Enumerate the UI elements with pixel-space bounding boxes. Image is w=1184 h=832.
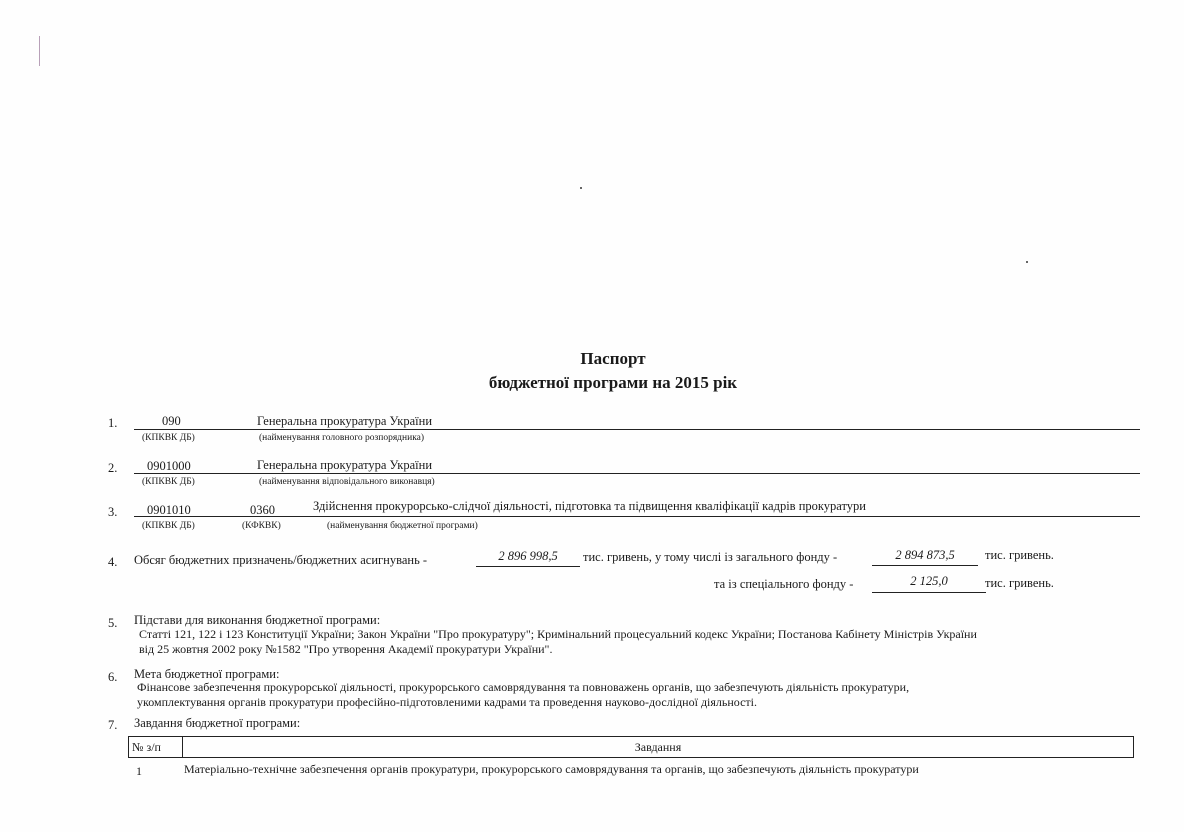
goal-label: Мета бюджетної програми: [134, 667, 280, 681]
kpkvk-code: 090 [162, 414, 181, 428]
item-number: 2. [108, 461, 118, 475]
caption-program: (найменування бюджетної програми) [327, 521, 478, 531]
page-subtitle: бюджетної програми на 2015 рік [488, 373, 738, 392]
kfkvk-code: 0360 [250, 503, 275, 517]
item-number: 7. [108, 718, 118, 732]
volume-mid-text: тис. гривень, у тому числі із загального фонду - [583, 550, 838, 564]
caption-executor: (найменування відповідального виконавця) [259, 477, 435, 487]
underline [872, 565, 978, 566]
item-number: 1. [108, 416, 118, 430]
column-header-number: № з/п [129, 737, 183, 758]
tasks-label: Завдання бюджетної програми: [134, 716, 301, 730]
underline [476, 566, 580, 567]
kpkvk-code: 0901010 [147, 503, 191, 517]
underline [134, 429, 1140, 430]
volume-label: Обсяг бюджетних призначень/бюджетних асигнувань - [134, 553, 428, 567]
item-number: 3. [108, 505, 118, 519]
goal-text: укомплектування органів прокуратури професійно-підготовленими кадрами та проведення науково-дослідної діяльності. [137, 695, 757, 709]
item-number: 5. [108, 616, 118, 630]
task-row-text: Матеріально-технічне забезпечення органів прокуратури, прокурорського самоврядування та органів, що забезпечують діяльність прокуратури [184, 762, 919, 776]
item-number: 4. [108, 555, 118, 569]
caption-kpkvk: (КПКВК ДБ) [142, 477, 195, 487]
caption-kpkvk: (КПКВК ДБ) [142, 521, 195, 531]
underline [134, 473, 1140, 474]
column-header-task: Завдання [183, 737, 1134, 758]
volume-total: 2 896 998,5 [498, 549, 558, 563]
executor-name: Генеральна прокуратура України [257, 458, 433, 472]
caption-kfkvk: (КФКВК) [242, 521, 281, 531]
kpkvk-code: 0901000 [147, 459, 191, 473]
scan-speck [580, 187, 582, 189]
basis-label: Підстави для виконання бюджетної програми: [134, 613, 381, 627]
volume-special-fund: 2 125,0 [910, 574, 948, 588]
volume-unit: тис. гривень. [985, 576, 1054, 590]
volume-unit: тис. гривень. [985, 548, 1054, 562]
tasks-table [128, 736, 1134, 758]
volume-general-fund: 2 894 873,5 [895, 548, 955, 562]
main-manager-name: Генеральна прокуратура України [257, 414, 433, 428]
underline [134, 516, 1140, 517]
scan-mark [39, 36, 40, 66]
caption-kpkvk: (КПКВК ДБ) [142, 433, 195, 443]
table-header-row [129, 737, 1134, 758]
goal-text: Фінансове забезпечення прокурорської діяльності, прокурорського самоврядування та повноважень органів, що забезпечують діяльність прокуратури, [137, 680, 910, 694]
task-row-number: 1 [136, 764, 142, 778]
basis-text: Статті 121, 122 і 123 Конституції України; Закон України "Про прокуратуру"; Кримінальний процесуальний кодекс України; Постанова Кабінету Міністрів України [139, 627, 977, 641]
basis-text: від 25 жовтня 2002 року №1582 "Про утворення Академії прокуратури України". [139, 642, 553, 656]
caption-main-manager: (найменування головного розпорядника) [259, 433, 425, 443]
program-name: Здійснення прокурорсько-слідчої діяльності, підготовка та підвищення кваліфікації кадрів прокуратури [313, 499, 866, 513]
underline [872, 592, 986, 593]
page-title: Паспорт [580, 349, 646, 368]
item-number: 6. [108, 670, 118, 684]
scan-speck [1026, 261, 1028, 263]
special-fund-label: та із спеціального фонду - [714, 577, 854, 591]
